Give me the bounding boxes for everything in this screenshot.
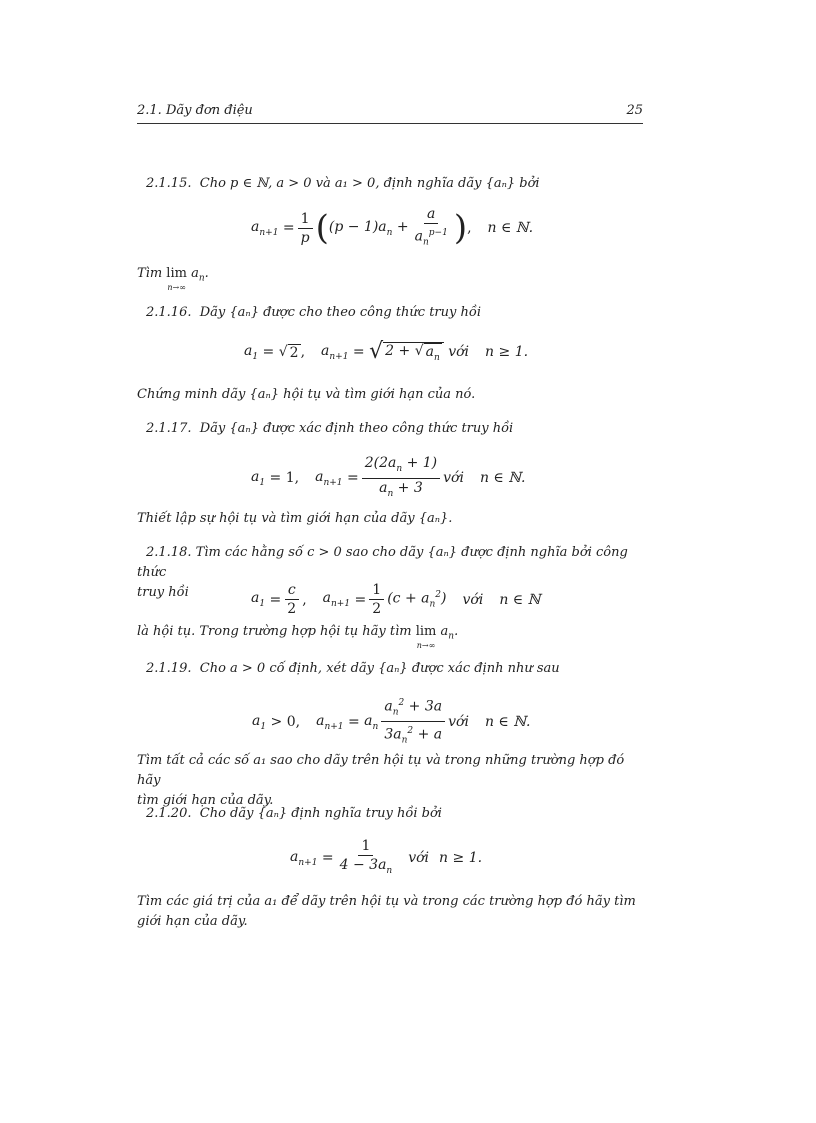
page-number: 25 [626,103,643,118]
running-header [137,103,643,118]
problem-2-1-17-ask: Thiết lập sự hội tụ và tìm giới hạn của dãy {aₙ}. [137,511,453,526]
problem-2-1-16-ask: Chứng minh dãy {aₙ} hội tụ và tìm giới hạn của nó. [137,387,476,402]
problem-2-1-18-ask: là hội tụ. Trong trường hợp hội tụ hãy tìm lim n→∞ $a_n$. [137,624,459,650]
problem-2-1-19-condition: n ∈ ℕ. [484,713,531,730]
problem-2-1-17-condition: n ∈ ℕ. [479,470,526,487]
problem-2-1-18-condition: n ∈ ℕ [499,591,541,608]
problem-2-1-18-formula: $a_1$ = $\frac{c}{2}$ , $a_{n+1}$ = $\frac{1}{2}$ $(c + a_n^2)$ với n ∈ ℕ [251,582,541,617]
problem-2-1-15-formula: $a_{n+1}$ = $\frac{1}{p}$ ( $(p - 1)a_n$ + $\frac{a}{a_n^{p-1}}$ ) , n ∈ ℕ. [251,206,534,249]
problem-2-1-19-ask: Tìm tất cả các số a₁ sao cho dãy trên hội tụ và trong những trường hợp đó hãy tìm giới hạn của dãy. [137,753,625,808]
header-rule [137,123,643,124]
problem-2-1-15-intro: 2.1.15. Cho p ∈ ℕ, a > 0 và a₁ > 0, định nghĩa dãy {aₙ} bởi [146,176,540,191]
problem-2-1-20-condition: n ≥ 1. [439,850,483,867]
problem-2-1-15-ask: Tìm lim n→∞ $a_n$. [137,266,209,292]
problem-2-1-17-intro: 2.1.17. Dãy {aₙ} được xác định theo công thức truy hồi [146,421,514,436]
section-title: 2.1. Dãy đơn điệu [137,103,253,118]
problem-2-1-19-formula: $a_1$ > 0, $a_{n+1}$ = $a_n$ $\frac{a_n^2 + 3a}{3a_n^2 + a}$ với n ∈ ℕ. [252,695,530,749]
problem-2-1-20-ask: Tìm các giá trị của a₁ để dãy trên hội tụ và trong các trường hợp đó hãy tìm giới hạn của dãy. [137,894,636,929]
problem-2-1-18-intro: 2.1.18. Tìm các hằng số c > 0 sao cho dãy {aₙ} được định nghĩa bởi công thức truy hồi [137,545,628,600]
problem-2-1-19-intro: 2.1.19. Cho a > 0 cố định, xét dãy {aₙ} được xác định như sau [146,661,560,676]
problem-2-1-16-condition: n ≥ 1. [485,344,529,361]
problem-2-1-16-formula: $a_1$ = √ 2 , $a_{n+1}$ = √ 2 + √ $a_n$ với n ≥ 1. [244,339,529,364]
problem-2-1-16-intro: 2.1.16. Dãy {aₙ} được cho theo công thức truy hồi [146,305,481,320]
problem-2-1-20-intro: 2.1.20. Cho dãy {aₙ} định nghĩa truy hồi bởi [146,806,442,821]
problem-2-1-15-condition: n ∈ ℕ. [487,220,534,237]
problem-2-1-20-formula: $a_{n+1}$ = $\frac{1}{4 - 3a_n}$ với n ≥ 1. [290,838,483,876]
problem-2-1-17-formula: $a_1$ = 1, $a_{n+1}$ = $\frac{2(2a_n + 1)}{a_n + 3}$ với n ∈ ℕ. [251,455,526,499]
